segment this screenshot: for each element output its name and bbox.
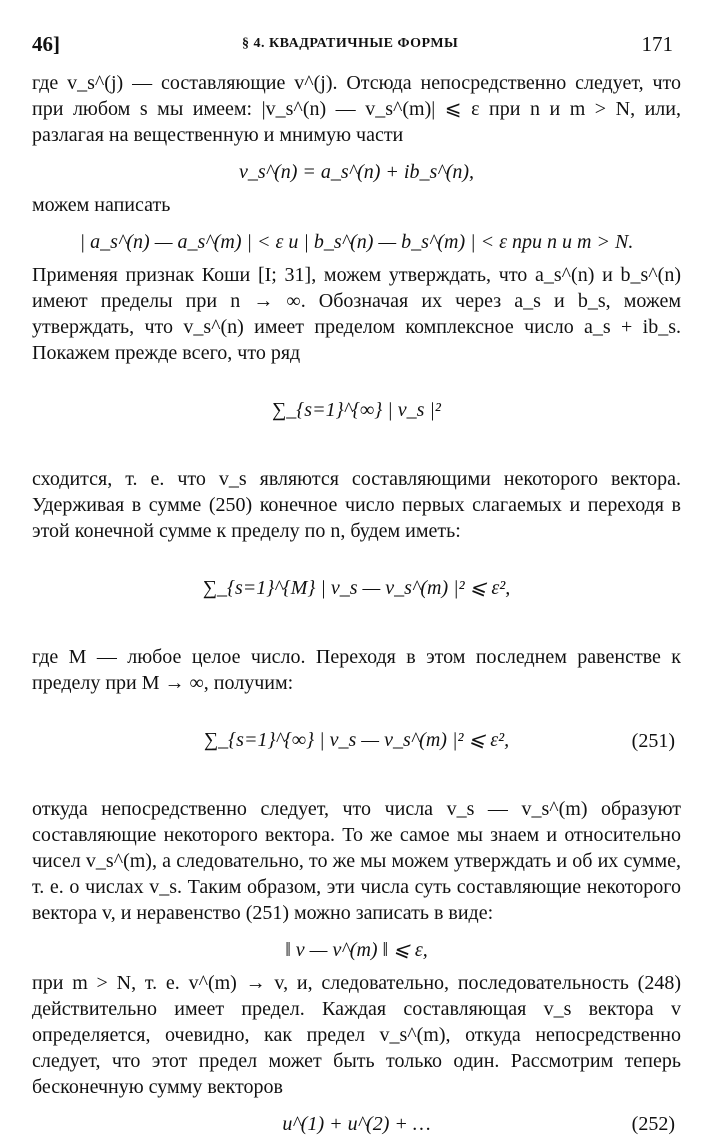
paragraph-2: можем написать [32, 194, 171, 216]
page-number: 171 [641, 32, 673, 56]
equation-decomposition-text: v_s^(n) = a_s^(n) + ib_s^(n), [238, 161, 475, 183]
equation-norm-bound [32, 936, 681, 964]
paragraph-7: при m > N, т. е. v^(m) → v, и, следовательно, последовательность (248) действительно имеет предел. Каждая составляющая v_s вектора v определяется, очевидно, как предел v_s^(m), откуда непосредственно следует, что этот предел может быть только один. Рассмотрим теперь бесконечную сумму векторов [32, 972, 681, 1098]
paragraph-5: где M — любое целое число. Переходя в этом последнем равенстве к пределу при M → ∞, получим: [32, 646, 681, 694]
equation-series-text: ∑_{s=1}^{∞} | v_s |² [272, 399, 441, 421]
equation-norm-bound-text: ‖ v — v^(m) ‖ ⩽ ε, [285, 939, 428, 961]
equation-number-252: (252) [631, 1113, 675, 1135]
equation-vector-series-text: u^(1) + u^(2) + … [282, 1113, 431, 1135]
equation-component-bounds [32, 228, 681, 256]
equation-full-sum [32, 704, 681, 778]
paragraph-6: откуда непосредственно следует, что числа v_s — v_s^(m) образуют составляющие некоторого вектора. То же самое мы знаем и относительно чисел v_s^(m), а следовательно, то же мы можем утверждать и об их сумме, т. е. о числах v_s. Таким образом, эти числа суть составляющие некоторого вектора v, и неравенство (251) можно записать в виде: [32, 798, 681, 924]
equation-partial-sum-text: ∑_{s=1}^{M} | v_s — v_s^(m) |² ⩽ ε², [202, 577, 511, 599]
equation-series [32, 374, 681, 448]
equation-number-251: (251) [631, 730, 675, 752]
page-header [32, 30, 681, 64]
equation-full-sum-text: ∑_{s=1}^{∞} | v_s — v_s^(m) |² ⩽ ε², [203, 729, 510, 751]
equation-component-bounds-text: | a_s^(n) — a_s^(m) | < ε и | b_s^(n) — b_s^(m) | < ε при n и m > N. [79, 231, 634, 253]
running-title: § 4. КВАДРАТИЧНЫЕ ФОРМЫ [242, 36, 459, 51]
paragraph-4: сходится, т. е. что v_s являются составляющими некоторого вектора. Удерживая в сумме (250) конечное число первых слагаемых и переходя в этой конечной сумме к пределу по n, будем иметь: [32, 468, 681, 542]
equation-partial-sum [32, 552, 681, 626]
paragraph-3: Применяя признак Коши [I; 31], можем утверждать, что a_s^(n) и b_s^(n) имеют пределы при n → ∞. Обозначая их через a_s и b_s, можем утверждать, что v_s^(n) имеет пределом комплексное число a_s + ib_s. Покажем прежде всего, что ряд [32, 264, 681, 364]
equation-decomposition [32, 158, 681, 186]
section-number: 46] [32, 32, 60, 56]
equation-vector-series [32, 1110, 681, 1138]
paragraph-1: где v_s^(j) — составляющие v^(j). Отсюда непосредственно следует, что при любом s мы имеем: |v_s^(n) — v_s^(m)| ⩽ ε при n и m > N, или, разлагая на вещественную и мнимую части [32, 72, 681, 146]
